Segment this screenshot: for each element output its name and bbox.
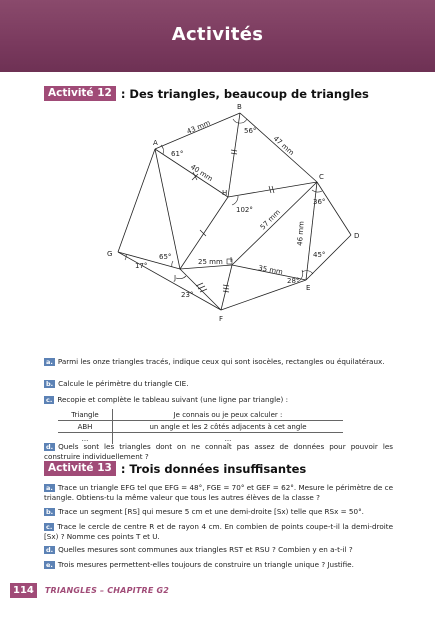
point-label: C (319, 173, 324, 181)
table-cell: ABH (58, 421, 113, 433)
question-12c (44, 395, 393, 405)
question-13a (44, 483, 393, 502)
page-title: Activités (171, 24, 264, 45)
question-text: Trace un segment [RS] qui mesure 5 cm et une demi-droite [Sx) telle que RSx = 50°. (58, 507, 364, 516)
table-row (58, 421, 343, 433)
page-number: 114 (10, 583, 37, 598)
question-text: Calcule le périmètre du triangle CIE. (58, 379, 189, 388)
page-footer (10, 583, 169, 598)
segment-HB (228, 113, 240, 197)
table-cell: un angle et les 2 côtés adjacents à cet angle (113, 421, 344, 433)
question-letter: b. (46, 508, 54, 516)
question-letter: d. (46, 443, 54, 451)
question-text: Quels sont les triangles dont on ne connaît pas assez de données pour pouvoir les construire individuellement ? (44, 442, 393, 461)
footer-chapter: TRIANGLES – CHAPITRE G2 (44, 586, 170, 595)
activity-13-title (44, 461, 306, 476)
angle-label: 102° (236, 206, 253, 214)
angle-label: 61° (171, 150, 184, 158)
table-cell: ... (224, 434, 232, 443)
activity-12-badge: Activité 12 (44, 86, 116, 101)
length-label: 25 mm (198, 258, 223, 266)
point-label: D (354, 232, 360, 240)
point-labels (107, 103, 359, 323)
question-letter: d. (46, 546, 54, 554)
question-13b (44, 507, 393, 517)
length-label: 47 mm (271, 134, 296, 158)
question-text: Quelles mesures sont communes aux triangles RST et RSU ? Combien y en a-t-il ? (58, 545, 353, 554)
segment-CE (306, 182, 317, 280)
length-label: 35 mm (257, 264, 284, 277)
table-cell: ... (58, 433, 113, 445)
point-label: A (153, 139, 158, 147)
triangle-table (58, 409, 343, 444)
table-header-cell: Triangle (58, 409, 113, 421)
table-header-cell: Je connais ou je peux calculer : (113, 409, 344, 421)
question-letter: c. (46, 523, 53, 531)
angle-label: 36° (313, 198, 326, 206)
point-label: H (222, 189, 228, 197)
length-label: 40 mm (188, 162, 215, 184)
question-12b (44, 379, 393, 389)
segment-AH (155, 149, 228, 197)
question-12a (44, 357, 393, 367)
length-label: 46 mm (296, 220, 306, 247)
point-label: I (230, 256, 233, 264)
question-13c (44, 522, 393, 541)
angle-label: 56° (244, 127, 257, 135)
segment-CD (317, 182, 351, 235)
point-label: E (306, 284, 311, 292)
point-label: B (237, 103, 242, 111)
length-labels (186, 119, 306, 277)
question-text: Recopie et complète le tableau suivant (une ligne par triangle) : (57, 395, 289, 404)
question-letter: c. (46, 396, 53, 404)
question-13e (44, 560, 393, 570)
length-label: 43 mm (185, 118, 212, 136)
angle-label: 17° (135, 262, 148, 270)
question-letter: b. (46, 380, 54, 388)
segment-BC (240, 113, 317, 182)
table-header-row (58, 409, 343, 421)
question-text: Trois mesures permettent-elles toujours de construire un triangle unique ? Justifie. (57, 560, 354, 569)
angle-label: 23° (181, 291, 194, 299)
point-label: G (107, 250, 113, 258)
angle-label: 65° (159, 253, 172, 261)
segment-IF (221, 265, 232, 310)
question-13d (44, 545, 393, 555)
point-label: J (174, 274, 177, 282)
question-letter: e. (46, 561, 53, 569)
segment-GA (118, 149, 155, 252)
angle-label: 45° (313, 251, 326, 259)
question-text: Trace un triangle EFG tel que EFG = 48°, FGE = 70° et GEF = 62°. Mesure le périmètre de ce triangle. Obtiens-tu la même valeur que tous les autres élèves de la classe ? (44, 483, 393, 502)
activity-13-heading: : Trois données insuffisantes (120, 461, 307, 476)
question-text: Trace le cercle de centre R et de rayon 4 cm. En combien de points coupe-t-il la demi-droite [Sx) ? Nomme ces points T et U. (44, 522, 393, 541)
question-letter: a. (46, 484, 53, 492)
segment-JF (180, 269, 221, 310)
question-text: Parmi les onze triangles tracés, indique ceux qui sont isocèles, rectangles ou équilatéraux. (57, 357, 385, 366)
segment-AJ (155, 149, 180, 269)
point-label: F (219, 315, 224, 323)
activity-12-heading: : Des triangles, beaucoup de triangles (120, 86, 369, 101)
length-label: 57 mm (258, 208, 282, 232)
angle-label: 28° (287, 277, 300, 285)
question-12d (44, 442, 393, 461)
activity-13-badge: Activité 13 (44, 461, 116, 476)
question-letter: a. (46, 358, 53, 366)
